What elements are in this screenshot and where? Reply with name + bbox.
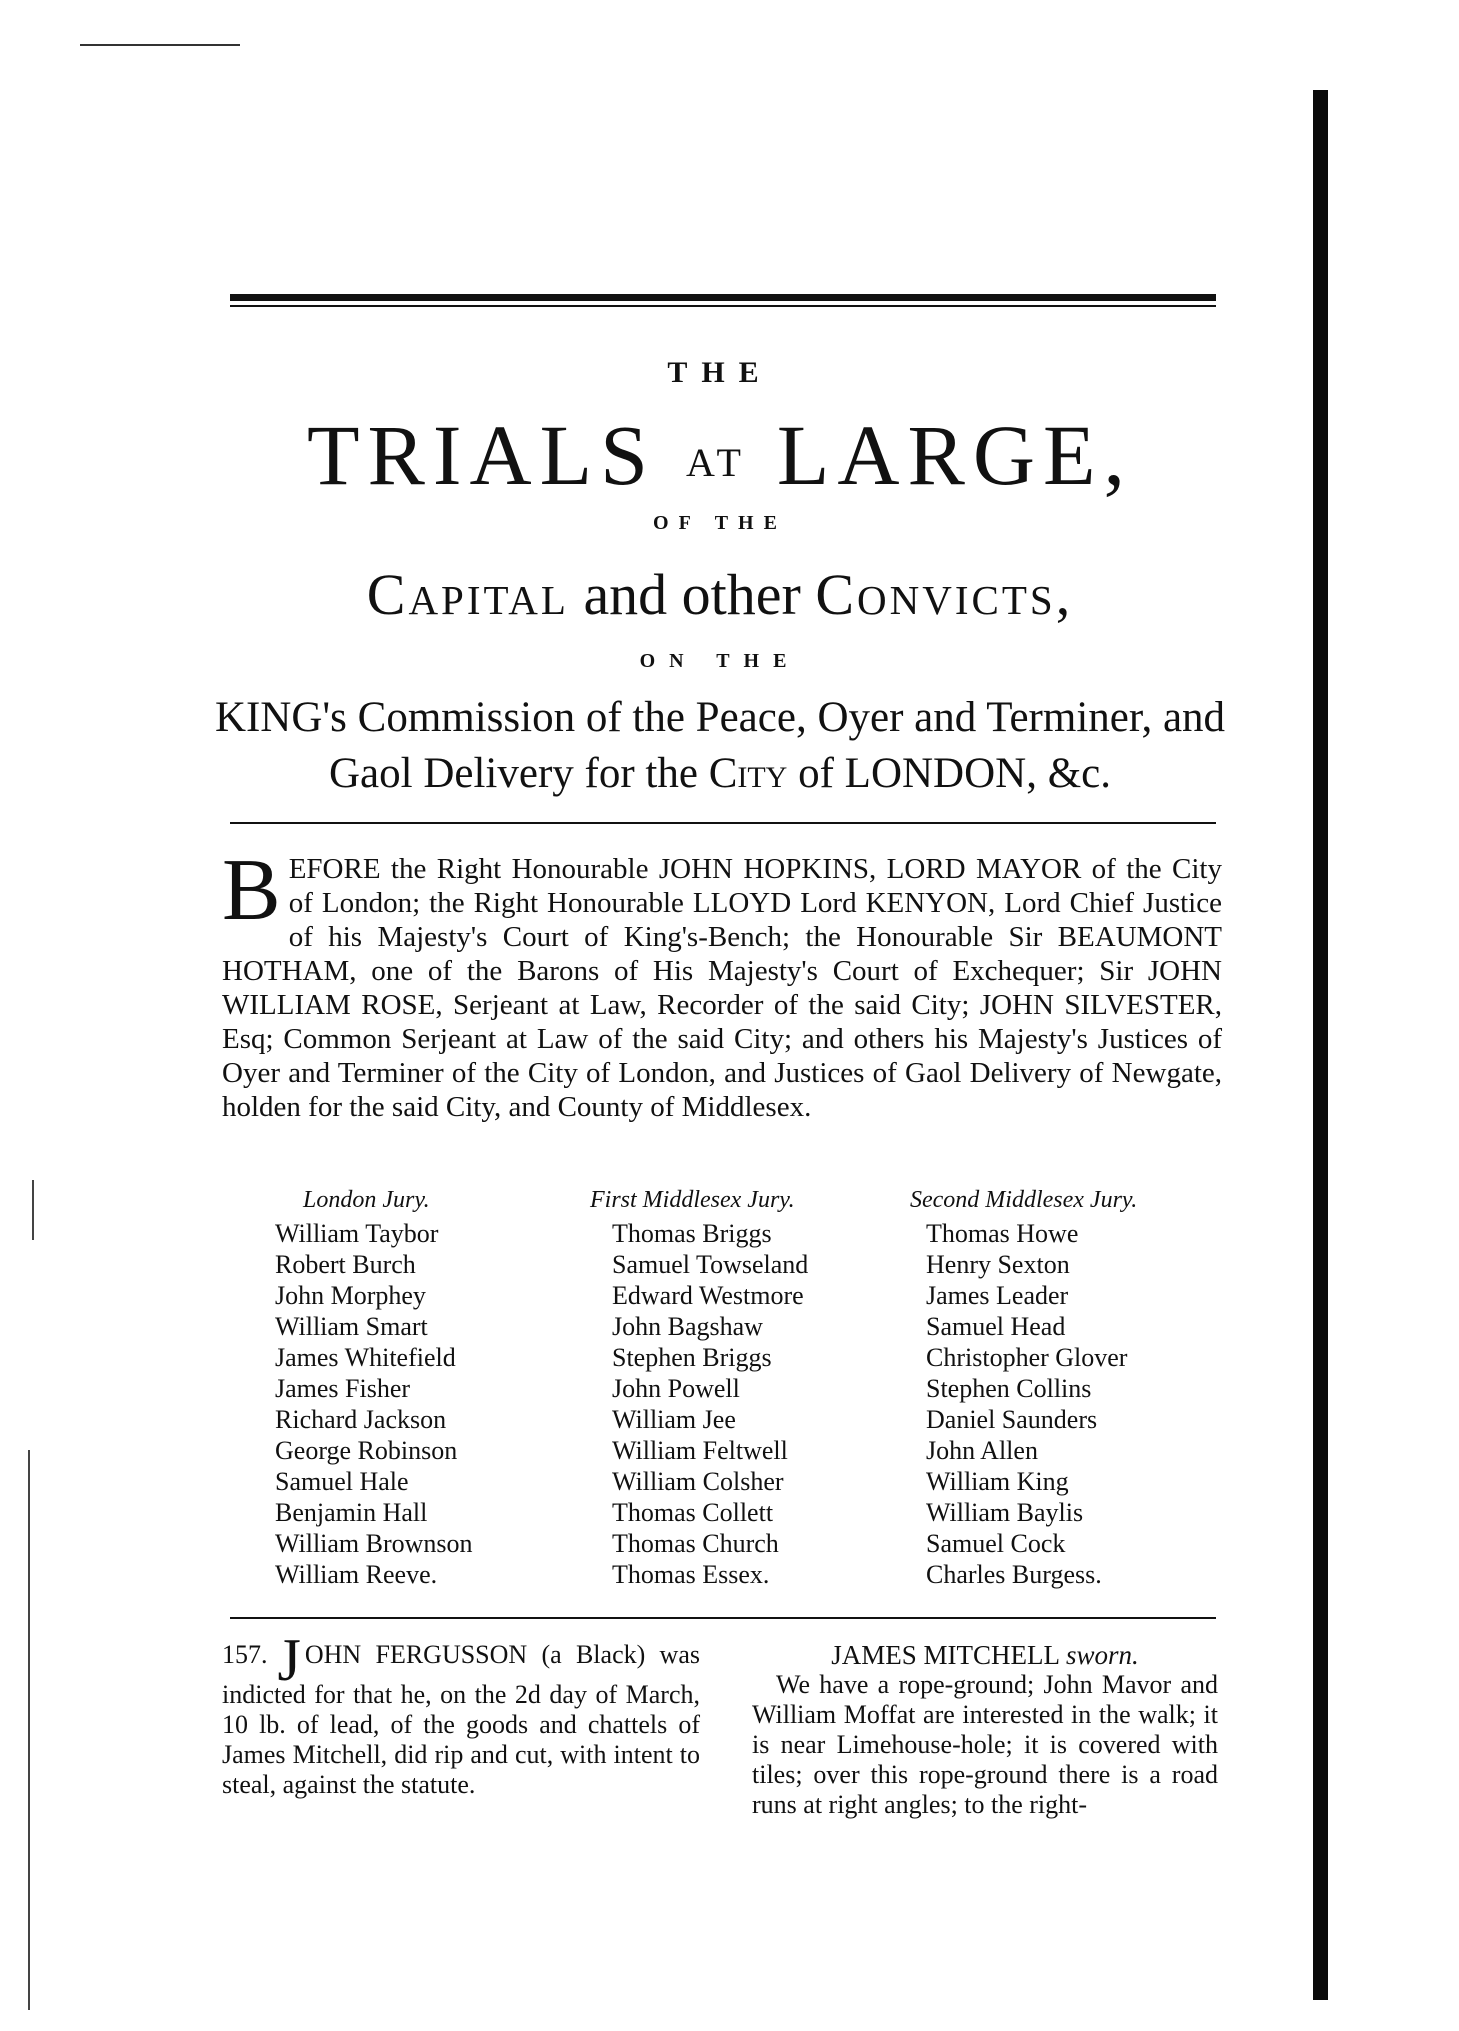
juror-name: Thomas Church [612,1529,779,1558]
word-city: City [708,750,788,797]
main-title [200,405,1240,513]
jury-heading: First Middlesex Jury. [590,1187,795,1213]
scan-artifact-dash [80,44,240,46]
juror-name: Edward Westmore [612,1281,804,1310]
jury-column-second-middlesex [910,1185,1138,1590]
juror-name: John Powell [612,1374,740,1403]
title-of-the: OF THE [653,512,787,534]
juror-name: John Morphey [275,1281,426,1310]
juror-name: Samuel Towseland [612,1250,809,1279]
word-convicts: Convicts, [815,562,1074,627]
juror-name: Thomas Briggs [612,1219,772,1248]
juror-name: George Robinson [275,1436,458,1465]
juror-name: Thomas Essex. [612,1560,770,1589]
juror-name: William Reeve. [275,1560,438,1589]
word-and-other: and other [583,562,801,627]
title-the: THE [667,356,773,389]
preamble-paragraph [222,842,1222,1124]
case-text: OHN FERGUSSON (a Black) was indicted for that he, on the 2d day of March, 10 lb. of lead, of the goods and chattels of James Mitchell, did rip and cut, with intent to steal, against the statute. [222,1640,700,1799]
title-at: AT [685,440,747,485]
juror-name: Charles Burgess. [926,1560,1102,1589]
testimony-text: We have a rope-ground; John Mavor and William Moffat are interested in the walk; it is near Limehouse-hole; it is covered with tiles; over this rope-ground there is a road runs at right angles; to the right- [752,1670,1218,1819]
sworn-label: sworn. [1065,1640,1139,1670]
jury-heading: London Jury. [303,1187,430,1213]
juror-name: Thomas Howe [926,1219,1079,1248]
juror-name: Stephen Briggs [612,1343,772,1372]
preamble-text: EFORE the Right Honourable JOHN HOPKINS, LORD MAYOR of the City of London; the Right Honourable LLOYD Lord KENYON, Lord Chief Justice of his Majesty's Court of King's-Bench; the Honourable Sir BEAUMONT HOTHAM, one of the Barons of His Majesty's Court of Exchequer; Sir JOHN WILLIAM ROSE, Serjeant at Law, Recorder of the said City; JOHN SILVESTER, Esq; Common Serjeant at Law of the said City; and others his Majesty's Justices of Oyer and Terminer of the City of London, and Justices of Gaol Delivery of Newgate, holden for the said City, and County of Middlesex. [222,853,1222,1123]
title-large: LARGE, [776,407,1134,503]
scan-edge-mark [28,1450,30,2010]
juror-name: Benjamin Hall [275,1498,428,1527]
title-trials: TRIALS [306,407,656,503]
drop-cap: B [222,842,281,939]
top-rule-thin [230,305,1216,307]
juror-name: William Colsher [612,1467,784,1496]
juror-name: William King [926,1467,1069,1496]
juror-name: John Allen [926,1436,1038,1465]
subtitle-convicts [200,560,1240,630]
section-rule [230,1617,1216,1619]
case-initial: J [277,1627,301,1693]
scan-spine-shadow [1313,90,1328,2000]
juror-name: William Jee [612,1405,736,1434]
juror-name: Christopher Glover [926,1343,1128,1372]
juror-name: William Feltwell [612,1436,788,1465]
jury-column-london [275,1185,473,1590]
juror-name: Stephen Collins [926,1374,1092,1403]
juror-name: Samuel Hale [275,1467,409,1496]
juror-name: Daniel Saunders [926,1405,1098,1434]
juror-name: James Whitefield [275,1343,456,1372]
juror-name: Henry Sexton [926,1250,1070,1279]
gaol-prefix: Gaol Delivery for the [328,750,698,797]
jury-heading: Second Middlesex Jury. [910,1187,1138,1213]
juror-name: Robert Burch [275,1250,416,1279]
juror-name: William Brownson [275,1529,473,1558]
case-number: 157. [222,1640,268,1669]
juror-name: William Taybor [275,1219,439,1248]
gaol-delivery-line [200,746,1240,802]
witness-name: JAMES MITCHELL [831,1640,1060,1670]
juror-name: James Leader [926,1281,1069,1310]
juror-name: William Smart [275,1312,428,1341]
case-paragraph [222,1627,700,1800]
juror-name: James Fisher [275,1374,411,1403]
juror-name: Richard Jackson [275,1405,447,1434]
commission-line: KING's Commission of the Peace, Oyer and Terminer, and [214,694,1226,741]
testimony-paragraph [752,1640,1218,1820]
of-london: of LONDON, &c. [798,750,1111,797]
juror-name: William Baylis [926,1498,1084,1527]
scan-edge-mark [32,1180,34,1240]
juror-name: Thomas Collett [612,1498,774,1527]
top-rule [230,294,1216,301]
section-rule [230,822,1216,824]
juror-name: John Bagshaw [612,1312,763,1341]
witness-heading [752,1640,1218,1670]
jury-column-first-middlesex [590,1185,809,1590]
juror-name: Samuel Cock [926,1529,1066,1558]
juror-name: Samuel Head [926,1312,1066,1341]
title-on-the: ON THE [639,650,801,672]
word-capital: Capital [366,562,569,627]
